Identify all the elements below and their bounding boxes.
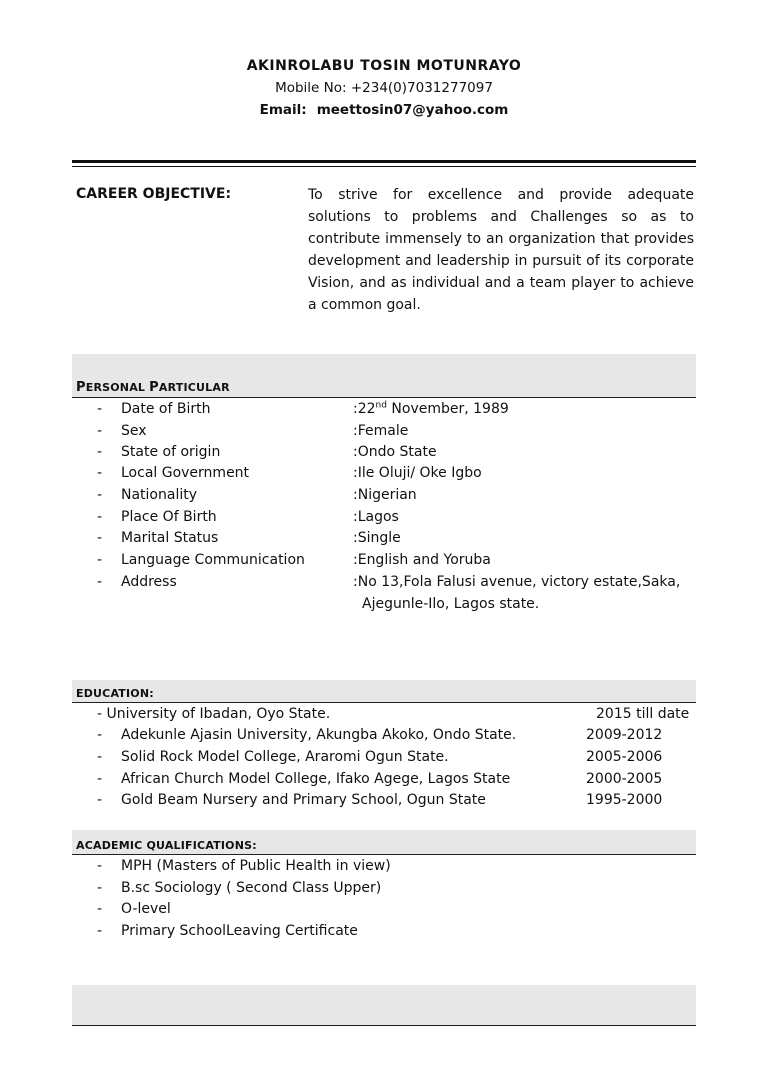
qualification-item: - O-level bbox=[97, 901, 171, 917]
education-row: - Adekunle Ajasin University, Akungba Akoko, Ondo State. 2009-2012 bbox=[97, 727, 663, 743]
education-row: - African Church Model College, Ifako Agege, Lagos State 2000-2005 bbox=[97, 771, 663, 787]
personal-particular-header bbox=[72, 354, 696, 398]
academic-qualifications-header bbox=[72, 830, 696, 855]
personal-row: - State of origin :Ondo State bbox=[97, 444, 437, 460]
education-row: - Gold Beam Nursery and Primary School, Ogun State 1995-2000 bbox=[97, 792, 663, 808]
personal-row: - Sex :Female bbox=[97, 423, 409, 439]
personal-row: - Language Communication :English and Yoruba bbox=[97, 552, 491, 568]
mobile-number: Mobile No: +234(0)7031277097 bbox=[275, 80, 493, 96]
applicant-name: AKINROLABU TOSIN MOTUNRAYO bbox=[246, 58, 522, 74]
email-label: Email: bbox=[259, 102, 307, 118]
personal-row: Ajegunle-Ilo, Lagos state. bbox=[362, 596, 540, 612]
career-objective-label: CAREER OBJECTIVE: bbox=[76, 186, 232, 202]
education-row: - Solid Rock Model College, Araromi Ogun State. 2005-2006 bbox=[97, 749, 663, 765]
education-header bbox=[72, 680, 696, 703]
header-divider-thin bbox=[72, 166, 696, 167]
personal-row: - Nationality :Nigerian bbox=[97, 487, 417, 503]
personal-row: - Address :No 13,Fola Falusi avenue, victory estate,Saka, bbox=[97, 574, 681, 590]
qualification-item: - Primary SchoolLeaving Certificate bbox=[97, 923, 358, 939]
personal-row: - Marital Status :Single bbox=[97, 530, 401, 546]
email-line bbox=[0, 102, 768, 118]
personal-row: - Place Of Birth :Lagos bbox=[97, 509, 399, 525]
header-divider-thick bbox=[72, 160, 696, 163]
personal-row: - Date of Birth :22nd November, 1989 bbox=[97, 400, 509, 417]
section-title: ACADEMIC QUALIFICATIONS: bbox=[76, 839, 257, 852]
email-address[interactable]: meettosin07@yahoo.com bbox=[316, 102, 509, 118]
section-title: PERSONAL PARTICULAR bbox=[76, 380, 230, 395]
empty-section-band bbox=[72, 985, 696, 1026]
personal-row: - Local Government :Ile Oluji/ Oke Igbo bbox=[97, 465, 482, 481]
education-row: - University of Ibadan, Oyo State. 2015 till date bbox=[97, 706, 690, 722]
career-objective-text: To strive for excellence and provide adequate solutions to problems and Challenges so as to contribute immensely to an organization that provides development and leadership in pursuit of its corporate Vision, and as individual and a team player to achieve a common goal. bbox=[308, 187, 694, 313]
qualification-item: - MPH (Masters of Public Health in view) bbox=[97, 858, 391, 874]
section-title: EDUCATION: bbox=[76, 687, 154, 700]
qualification-item: - B.sc Sociology ( Second Class Upper) bbox=[97, 880, 382, 896]
